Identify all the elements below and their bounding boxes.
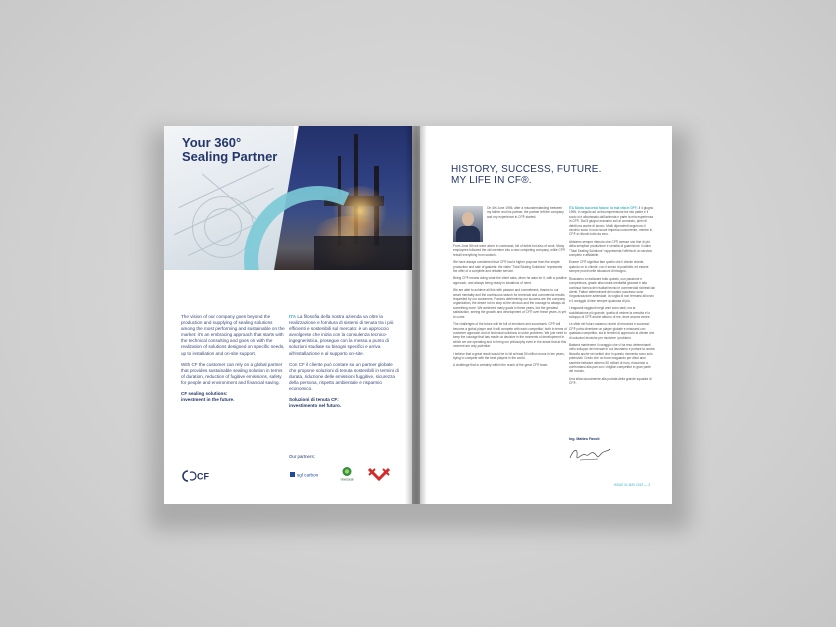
italian-tagline: Soluzioni di tenuta CF: investimento nel futuro.	[289, 397, 342, 409]
right-page	[420, 126, 672, 504]
left-page-title: Your 360° Sealing Partner	[182, 135, 278, 164]
page-footer: ISSUE 01 MAY 2019 — 3	[613, 483, 650, 487]
revoseal-logo-icon	[336, 466, 358, 482]
left-page	[164, 126, 412, 504]
italian-paragraph-1: ITA La filosofia della nostra azienda va oltre la realizzazione e fornitura di sistemi di tenuta tra i più efficienti e sostenibili sul mercato: è un approccio avvolgente che inizia con la consulenza tecnico-ingegneristica, prosegue con la messa a punto di soluzioni studiate su bisogni specifici e arriva all'installazione e al supporto on-site.	[289, 314, 394, 356]
cf-logo-icon	[181, 470, 215, 482]
italian-column: ITA Storia successi futuro: la mia vita in CF®. Il 4 giugno 1996, in seguito ad un'incomprensione tra mio padre e il socio si è allontanato dall'azienda e parte la mia esperienza in CF®. Dal 5 giugno eravamo soli al comando, pieni di debiti ma anche di lavoro. Molti dipendenti seguirono il vecchio socio in una nuova impresa concorrente, mentre in CF® si rifondò tutto da zero. Abbiamo sempre ritenuto che CF® avesse uno fine di più della semplice produzione e vendita di guarnizioni: il claim "Total Sealing Solutions" rappresenta l'offerta di un servizio completo e affidabile. Essere CF® significa fare quello che il cliente chiede, quando ce lo chiede, con il senso di positività, ed essere sempre pronti nelle situazioni di bisogno. Riusciamo a realizzare tutto questo, con passione e competenza, grazie alla nostra mentalità giovane e alla continua ricerca dei risultati tecnici e commerciali richiesti dai clienti. Fattori determinanti del nostro successo sono l'organizzazione aziendale, la voglia di non fermarsi all'ovvio e il coraggio di fare sempre qualcosa di più. I traguardi raggiunti negli anni sono tanti, ma la soddisfazione più grande, quella di vedere la crescita e lo sviluppo di CF® anche attorno di me, deve ancora venire. Le sfide del futuro saranno ricche di emozioni e successi: CF® potrà diventare un player globale e misurarsi con qualsiasi competitor, sia in termini di approccio al cliente che di soluzioni tecniche per risolvere i problemi. Basterà mantenere il coraggio che ci ha reso determinanti nello sviluppo dei mercati in cui lavoriamo e portare la nostra filosofia anche nei settori che in questo momento sono solo potenziali. Credo che un buon traguardo per dieci anni sarebbe fatturare almeno 50 milioni di euro, riuscendo a confrontarsi alla pari con i migliori competitor in gran parte del mondo. Una sfida sicuramente alla portata della grande squadra di CF®.	[569, 206, 655, 386]
english-paragraph-1: The vision of our company goes beyond the production and supplying of sealing solutions among the most performing and sustainable on the market: it's an embracing approach that starts with the technical consulting and goes on with the realization of solutions designed on specific needs, up to installation and on-site support.	[181, 314, 285, 356]
magazine-spine	[405, 126, 427, 504]
partner-red-logo	[367, 466, 391, 482]
partner-sgl-carbon	[289, 466, 327, 482]
cf-logo-text: CF	[197, 471, 209, 482]
language-tag: ITA	[289, 314, 297, 319]
italian-column	[289, 314, 399, 414]
english-column	[181, 314, 285, 408]
language-tag: ITA	[569, 206, 574, 210]
author-suit	[456, 226, 480, 242]
right-page-title: HISTORY, SUCCESS, FUTURE. MY LIFE IN CF®.	[451, 164, 602, 186]
partners-label: Our partners:	[289, 454, 315, 459]
svg-text:sgl carbon: sgl carbon	[297, 472, 319, 478]
sgl-carbon-logo-icon	[289, 466, 327, 482]
svg-text:revoseal: revoseal	[340, 477, 354, 482]
english-intro: On 4th June 1996, after a misunderstanding between my father and his partner, the partner left the company and my experience in CF® started.	[487, 206, 564, 219]
italian-paragraph-2: Con CF il cliente può contare su un partner globale che propone soluzioni di tenuta sostenibili in termini di durata, riduzione delle emissioni fuggitive, sicurezza della persona, rispetto ambientale e risparmio economico.	[289, 361, 399, 392]
author-face	[462, 212, 474, 226]
english-tagline: CF sealing solutions: investment in the future.	[181, 391, 235, 403]
hero-image	[164, 126, 412, 270]
red-partner-logo-icon	[367, 466, 391, 482]
author-photo	[453, 206, 483, 242]
handwritten-signature-icon	[568, 446, 612, 464]
partner-revoseal	[336, 466, 358, 482]
english-paragraph-2: With CF the customer can rely on a global partner that provides sustainable sealing solution in terms of duration, reduction of fugitive emissions, safety for people and environment and financial saving.	[181, 361, 283, 385]
english-column: From June 5th we were alone in command, full of debts but also of work. Many employees followed the old member into a new competing company, while CF® rebuilt everything from scratch. We have always considered that CF® had a higher purpose than the simple production and sale of gaskets: the claim "Total Sealing Solutions" represents the offer of a complete and reliable service. Being CF® means doing what the client asks, when he asks for it, with a positive approach, and always being ready in situations of need. We are able to achieve all this with passion and commitment, thanks to our smart mentality and the continuous search for technical and commercial results requested by our customers. Factors determining our success are the company organization, the desire not to stop at the obvious and the courage to always do something more. We achieved many goals in these years, but the greatest satisfaction, seeing the growth and development of CF® over these years, is yet to come. The challenges of the future will be full of emotions and successes: CF® will become a global player and it will compete with each competitor, both in terms of customer approach and of technical solutions to solve problems. We just need to keep the courage that has made us decisive in the moments of development in which we are operating and to bring our philosophy even in the areas that at this moment are only potential. I believe that a great result would be to hit at least 50 million euros in ten years, trying to compete with the best players in the world. A challenge that is certainly within the reach of the great CF® team.	[453, 244, 567, 368]
signature-name: Ing. Matteo Favoti	[569, 437, 600, 441]
